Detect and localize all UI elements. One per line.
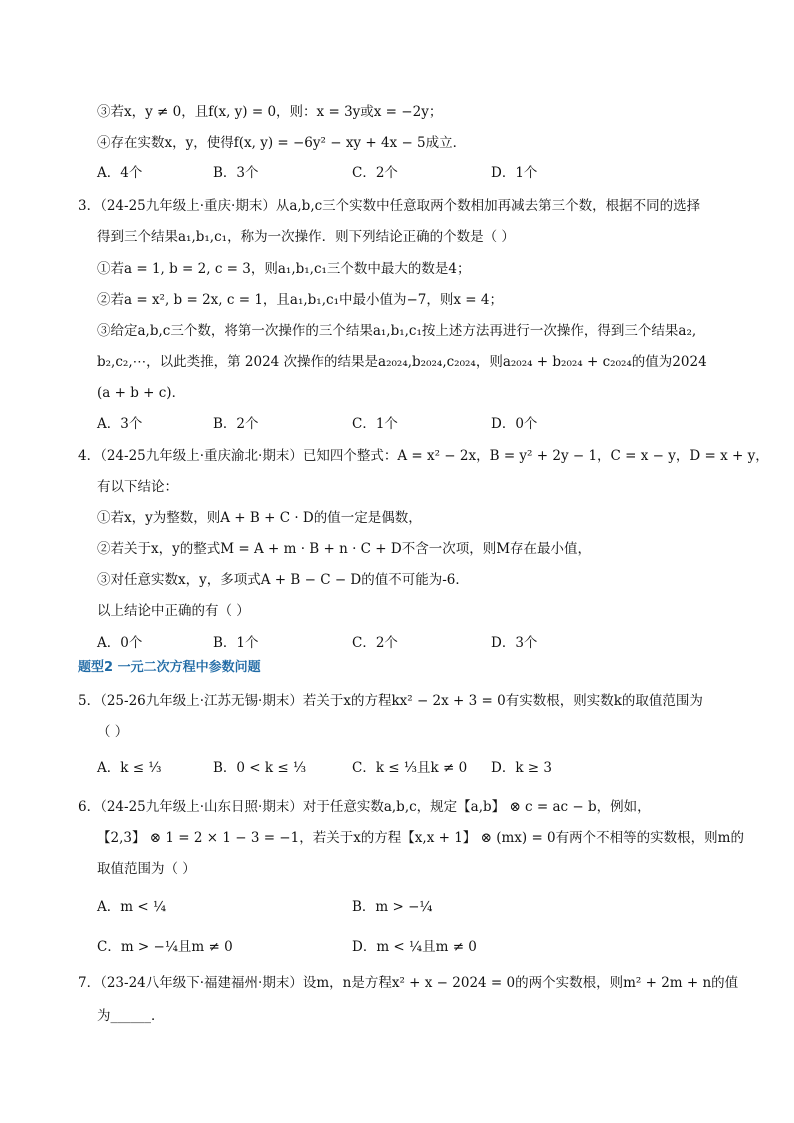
q5-option-b[interactable]: B．0 < k ≤ ⅓ bbox=[213, 760, 307, 776]
q3-item3-line2: b₂,c₂,⋯，以此类推，第 2024 次操作的结果是a₂₀₂₄,b₂₀₂₄,c₂₀₂₄，则a₂₀₂₄ + b₂₀₂₄ + c₂₀₂₄的值为2024 bbox=[97, 354, 707, 370]
q4-item2: ②若关于x，y的整式M = A + m · B + n · C + D不含一次项，则M存在最小值， bbox=[97, 541, 592, 557]
q4-option-b[interactable]: B．1个 bbox=[213, 635, 259, 651]
q3-options bbox=[97, 414, 697, 434]
q3-item2: ②若a = x², b = 2x, c = 1，且a₁,b₁,c₁中最小值为−7，则x = 4； bbox=[97, 292, 503, 308]
q5-stem-line2: （ ） bbox=[97, 724, 129, 740]
q2-option-d[interactable]: D．1个 bbox=[491, 165, 538, 181]
q5-option-a[interactable]: A．k ≤ ⅓ bbox=[97, 760, 162, 776]
q3-stem-line1: 3．（24-25九年级上·重庆·期末）从a,b,c三个实数中任意取两个数相加再减去第三个数，根据不同的选择 bbox=[78, 198, 701, 214]
q6-option-c[interactable]: C．m > −¼且m ≠ 0 bbox=[97, 939, 233, 955]
q2-option-c[interactable]: C．2个 bbox=[352, 165, 398, 181]
q4-stem-line2: 有以下结论： bbox=[97, 479, 178, 495]
q2-item3: ③若x，y ≠ 0，且f(x, y) = 0，则：x = 3y或x = −2y； bbox=[97, 104, 443, 120]
q5-stem-line1: 5．（25-26九年级上·江苏无锡·期末）若关于x的方程kx² − 2x + 3 = 0有实数根，则实数k的取值范围为 bbox=[78, 693, 703, 709]
q6-option-a[interactable]: A．m < ¼ bbox=[97, 899, 167, 915]
q5-option-d[interactable]: D．k ≥ 3 bbox=[491, 760, 552, 776]
q3-option-c[interactable]: C．1个 bbox=[352, 416, 398, 432]
q3-stem-line2: 得到三个结果a₁,b₁,c₁，称为一次操作．则下列结论正确的个数是（ ） bbox=[97, 229, 515, 245]
q4-stem-line3: 以上结论中正确的有（ ） bbox=[97, 603, 250, 619]
q3-option-d[interactable]: D．0个 bbox=[491, 416, 538, 432]
q5-option-c[interactable]: C．k ≤ ⅓且k ≠ 0 bbox=[352, 760, 468, 776]
q2-options bbox=[97, 163, 697, 183]
q4-option-c[interactable]: C．2个 bbox=[352, 635, 398, 651]
q3-item1: ①若a = 1, b = 2, c = 3，则a₁,b₁,c₁三个数中最大的数是4； bbox=[97, 261, 471, 277]
q3-item3-line3: (a + b + c)． bbox=[97, 385, 186, 401]
q2-option-b[interactable]: B．3个 bbox=[213, 165, 259, 181]
q6-stem-line1: 6．（24-25九年级上·山东日照·期末）对于任意实数a,b,c，规定【a,b】 ⊗ c = ac − b，例如， bbox=[78, 799, 651, 815]
q4-stem-line1: 4．（24-25九年级上·重庆渝北·期末）已知四个整式：A = x² − 2x，B = y² + 2y − 1，C = x − y，D = x + y， bbox=[78, 448, 769, 464]
section-heading: 题型2 一元二次方程中参数问题 bbox=[78, 660, 261, 675]
q3-option-a[interactable]: A．3个 bbox=[97, 416, 143, 432]
q3-item3-line1: ③给定a,b,c三个数，将第一次操作的三个结果a₁,b₁,c₁按上述方法再进行一次操作，得到三个结果a₂, bbox=[97, 323, 697, 339]
q4-options bbox=[97, 633, 697, 653]
q6-stem-line3: 取值范围为（ ） bbox=[97, 861, 196, 877]
q4-item3: ③对任意实数x，y，多项式A + B − C − D的值不可能为-6． bbox=[97, 572, 469, 588]
q7-stem-line2: 为______． bbox=[97, 1008, 165, 1024]
q6-stem-line2: 【2,3】 ⊗ 1 = 2 × 1 − 3 = −1，若关于x的方程【x,x + 1】 ⊗ (mx) = 0有两个不相等的实数根，则m的 bbox=[97, 830, 744, 846]
q4-option-d[interactable]: D．3个 bbox=[491, 635, 538, 651]
q7-stem-line1: 7．（23-24八年级下·福建福州·期末）设m，n是方程x² + x − 2024 = 0的两个实数根，则m² + 2m + n的值 bbox=[78, 975, 739, 991]
q3-option-b[interactable]: B．2个 bbox=[213, 416, 259, 432]
q5-options bbox=[97, 758, 697, 780]
q4-option-a[interactable]: A．0个 bbox=[97, 635, 143, 651]
q4-item1: ①若x，y为整数，则A + B + C · D的值一定是偶数， bbox=[97, 510, 422, 526]
q2-item4: ④存在实数x，y，使得f(x, y) = −6y² − xy + 4x − 5成立． bbox=[97, 135, 467, 151]
q6-option-d[interactable]: D．m < ¼且m ≠ 0 bbox=[352, 939, 477, 955]
q6-option-b[interactable]: B．m > −¼ bbox=[352, 899, 433, 915]
q2-option-a[interactable]: A．4个 bbox=[97, 165, 143, 181]
